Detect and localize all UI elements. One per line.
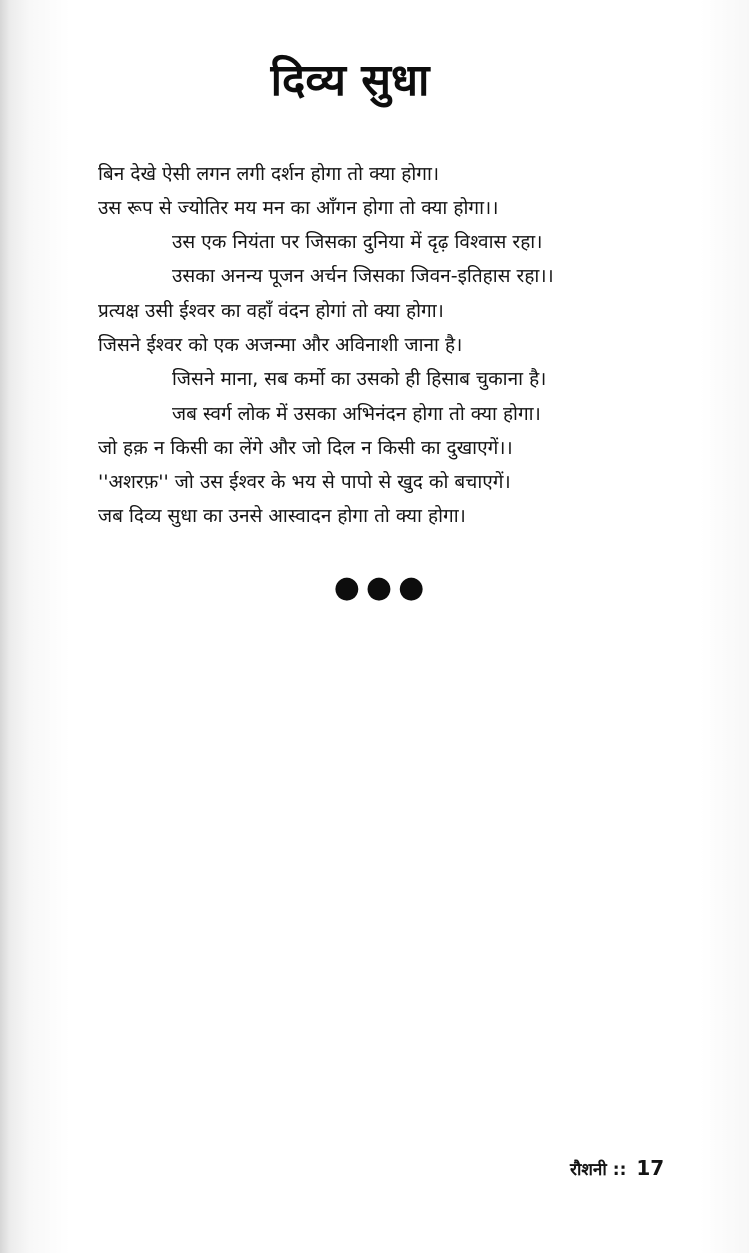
footer-separator: :: (612, 1160, 627, 1180)
poem-line: ''अशरफ़'' जो उस ईश्वर के भय से पापो से खुद को बचाएगें। (98, 471, 511, 493)
poem-line: जिसने माना, सब कर्मो का उसको ही हिसाब चुकाना है। (172, 368, 547, 390)
poem-line: उसका अनन्य पूजन अर्चन जिसका जिवन-इतिहास रहा।। (172, 265, 554, 287)
page-footer (570, 1156, 664, 1180)
poem-line: उस रूप से ज्योतिर मय मन का आँगन होगा तो क्या होगा।। (98, 197, 499, 219)
page-number: 17 (636, 1156, 665, 1180)
poem-line: जब स्वर्ग लोक में उसका अभिनंदन होगा तो क्या होगा। (172, 403, 541, 425)
poem-line: जब दिव्य सुधा का उनसे आस्वादन होगा तो क्या होगा। (98, 505, 466, 527)
poem-line: उस एक नियंता पर जिसका दुनिया में दृढ़ विश्वास रहा। (172, 231, 543, 253)
poem-line: बिन देखे ऐसी लगन लगी दर्शन होगा तो क्या होगा। (98, 163, 440, 185)
running-book-title: रौशनी (570, 1160, 607, 1180)
ornament-dots: ●●● (333, 570, 431, 605)
poem-title: दिव्य सुधा (270, 55, 430, 106)
poem-line: जो हक़ न किसी का लेंगे और जो दिल न किसी का दुखाएगें।। (98, 437, 513, 459)
poem-line: जिसने ईश्वर को एक अजन्मा और अविनाशी जाना है। (98, 334, 463, 356)
poem-line: प्रत्यक्ष उसी ईश्वर का वहाँ वंदन होगां तो क्या होगा। (98, 300, 444, 322)
